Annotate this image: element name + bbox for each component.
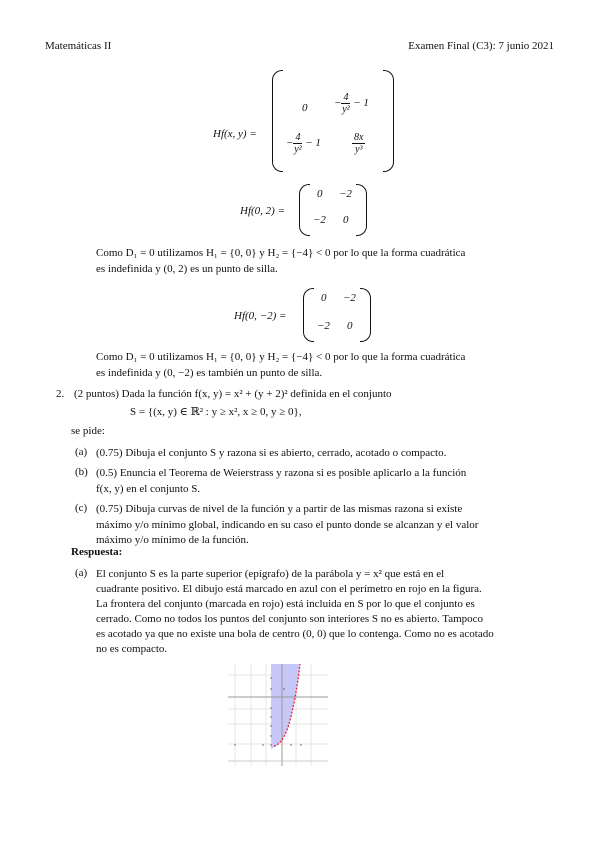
header-right: Examen Final (C3): 7 junio 2021 [408,40,554,52]
matrix-cell: −2 [313,214,326,226]
item-b-tag: (b) [75,466,88,478]
problem-number: 2. [56,388,65,400]
hessian-0m2-label: Hf(0, −2) = [234,310,287,322]
matrix-cell: −2 [343,292,356,304]
region-s [271,664,300,749]
respuesta-title: Respuesta: [71,546,123,558]
matrix-cell: −2 [317,320,330,332]
se-pide: se pide: [71,425,105,437]
hessian-02-label: Hf(0, 2) = [240,205,285,217]
item-c-text: (0.75) Dibuja curvas de nivel de la función y a partir de las mismas razona si existe máximo y/o mínimo global, indicando en su caso el punto donde se alcanzan y el valor máximo y/o mínimo de la función. [96,503,479,546]
item-c-tag: (c) [75,502,88,514]
paragraph-saddle-1: Como D₁ = 0 utilizamos H₁ = {0, 0} y H₂ = {−4} < 0 por lo que la forma cuadrática es indefinida y (0, 2) es un punto de silla. [96,247,466,275]
paragraph-saddle-2: Como D₁ = 0 utilizamos H₁ = {0, 0} y H₂ = {−4} < 0 por lo que la forma cuadrática es indefinida y (0, −2) es también un punto de silla. [96,351,466,379]
item-b-text: (0.5) Enuncia el Teorema de Weierstrass y razona si es posible aplicarlo a la función f(x, y) en el conjunto S. [96,467,467,495]
respuesta-tag: (a) [75,567,88,579]
matrix-cell: 0 [347,320,353,332]
problem-intro: (2 puntos) Dada la función f(x, y) = x² + (y + 2)² definida en el conjunto [74,388,392,400]
hessian-02-matrix [299,184,367,236]
hessian-general-matrix [272,70,394,172]
matrix-cell: 0 [321,292,327,304]
respuesta-text: El conjunto S es la parte superior (epígrafo) de la parábola y = x² que está en el cuadrante positivo. El dibujo está marcado en azul con el perímetro en rojo en la figura. La frontera del conjunto (marcada en rojo) está incluida en S por lo que el conjunto es cerrado. Como no todos los puntos del conjunto son interiores S no es abierto. Tampoco es acotado ya que no existe una bola de centro (0, 0) que lo contenga. Como no es acotado no es compacto. [96,568,494,655]
matrix-cell: −2 [339,188,352,200]
matrix-cell: − $\frac{4}{\text{y²}}$ − 1 [334,92,369,115]
matrix-cell: 0 [317,188,323,200]
matrix-cell: − $\frac{4}{\text{y²}}$ − 1 [286,132,321,155]
set-definition: S = {(x, y) ∈ ℝ² : y ≥ x², x ≥ 0, y ≥ 0}, [130,406,302,418]
matrix-cell: 0 [302,102,308,114]
matrix-cell: 0 [343,214,349,226]
matrix-cell: $\frac{8x}{\text{y³}}$ [354,132,364,155]
hessian-general-label: Hf(x, y) = [213,128,257,140]
hessian-0m2-matrix [303,288,371,342]
item-a-tag: (a) [75,446,88,458]
item-a-text: (0.75) Dibuja el conjunto S y razona si es abierto, cerrado, acotado o compacto. [96,447,447,459]
header-left: Matemáticas II [45,40,112,52]
set-s-figure [228,664,328,766]
